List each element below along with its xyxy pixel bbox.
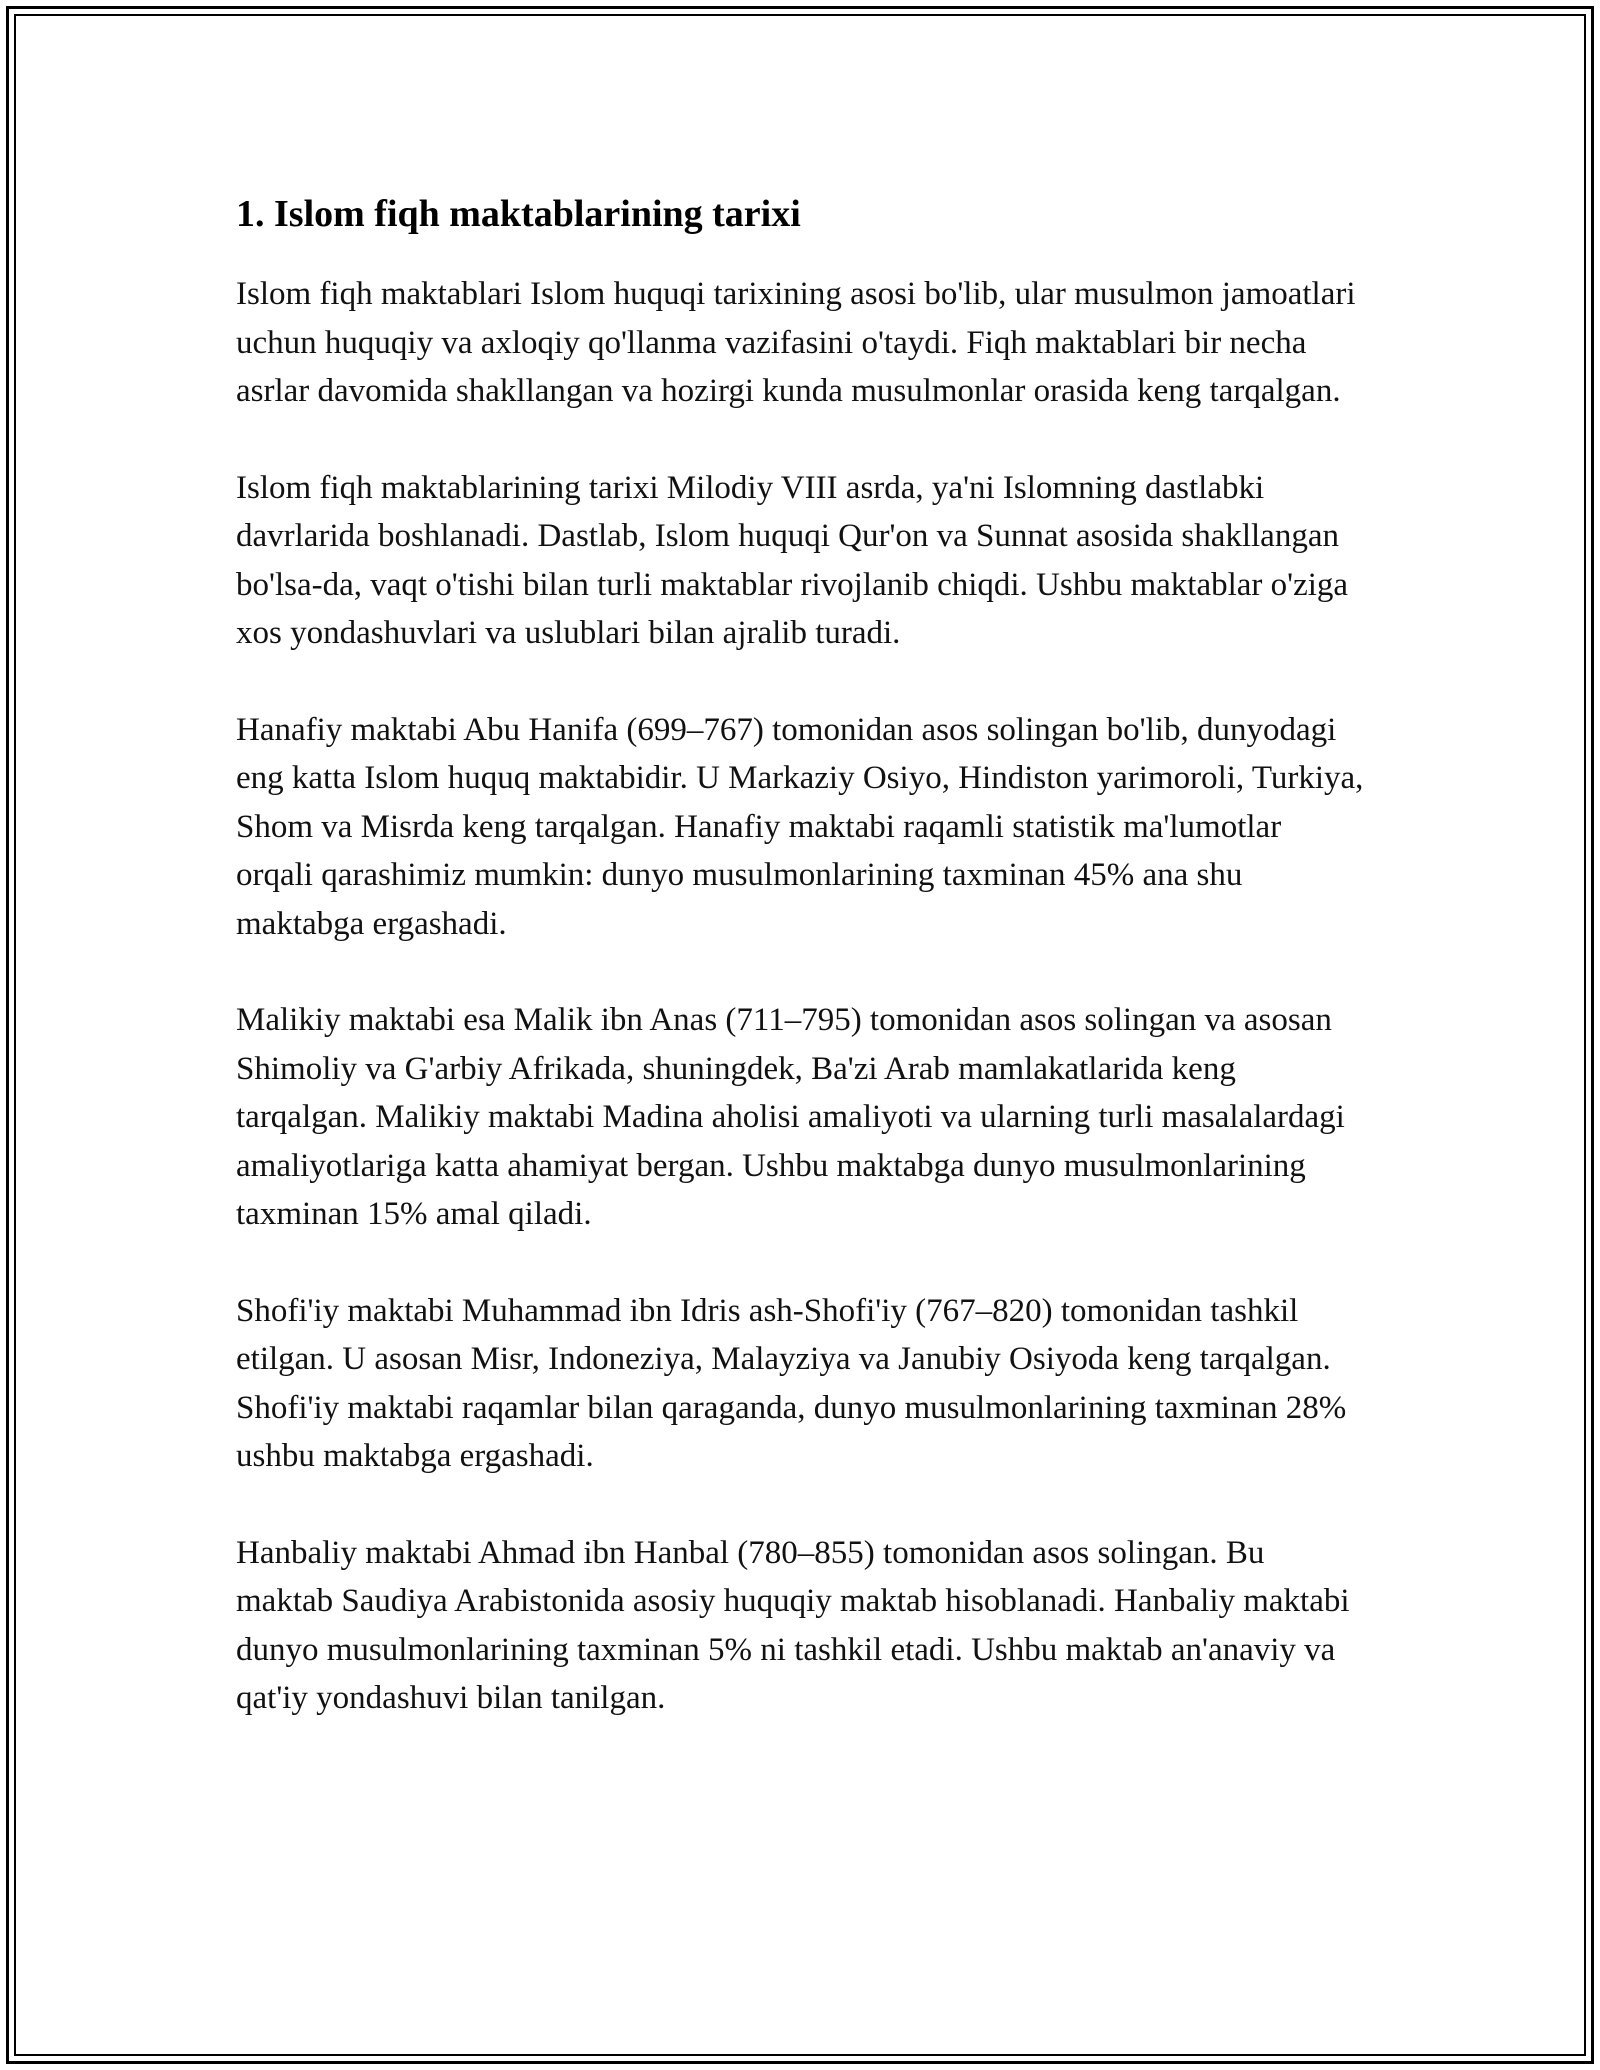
paragraph-hanbali: Hanbaliy maktabi Ahmad ibn Hanbal (780–855) tomonidan asos solingan. Bu maktab Saudiya Arabistonida asosiy huquqiy maktab hisoblanadi. Hanbaliy maktabi dunyo musulmonlarining taxminan 5% ni tashkil etadi. Ushbu maktab an'anaviy va qat'iy yondashuvi bilan tanilgan. [236, 1534, 1350, 1716]
paragraph-history: Islom fiqh maktablarining tarixi Milodiy VIII asrda, ya'ni Islomning dastlabki davrlarida boshlanadi. Dastlab, Islom huquqi Qur'on va Sunnat asosida shakllangan bo'lsa-da, vaqt o'tishi bilan turli maktablar rivojlanib chiqdi. Ushbu maktablar o'ziga xos yondashuvlari va uslublari bilan ajralib turadi. [236, 469, 1349, 651]
section-heading: 1. Islom fiqh maktablarining tarixi [236, 193, 801, 235]
document-body [236, 188, 1366, 1771]
paragraph-shafii: Shofi'iy maktabi Muhammad ibn Idris ash-Shofi'iy (767–820) tomonidan tashkil etilgan. U asosan Misr, Indoneziya, Malayziya va Janubiy Osiyoda keng tarqalgan. Shofi'iy maktabi raqamlar bilan qaraganda, dunyo musulmonlarining taxminan 28% ushbu maktabga ergashadi. [236, 1292, 1347, 1474]
paragraph-hanafi: Hanafiy maktabi Abu Hanifa (699–767) tomonidan asos solingan bo'lib, dunyodagi eng katta Islom huquq maktabidir. U Markaziy Osiyo, Hindiston yarimoroli, Turkiya, Shom va Misrda keng tarqalgan. Hanafiy maktabi raqamli statistik ma'lumotlar orqali qarashimiz mumkin: dunyo musulmonlarining taxminan 45% ana shu maktabga ergashadi. [236, 711, 1364, 942]
paragraph-intro: Islom fiqh maktablari Islom huquqi tarixining asosi bo'lib, ular musulmon jamoatlari uchun huquqiy va axloqiy qo'llanma vazifasini o'taydi. Fiqh maktablari bir necha asrlar davomida shakllangan va hozirgi kunda musulmonlar orasida keng tarqalgan. [236, 276, 1356, 409]
paragraph-maliki: Malikiy maktabi esa Malik ibn Anas (711–795) tomonidan asos solingan va asosan Shimoliy va G'arbiy Afrikada, shuningdek, Ba'zi Arab mamlakatlarida keng tarqalgan. Malikiy maktabi Madina aholisi amaliyoti va ularning turli masalalardagi amaliyotlariga katta ahamiyat bergan. Ushbu maktabga dunyo musulmonlarining taxminan 15% amal qiladi. [236, 1002, 1345, 1232]
